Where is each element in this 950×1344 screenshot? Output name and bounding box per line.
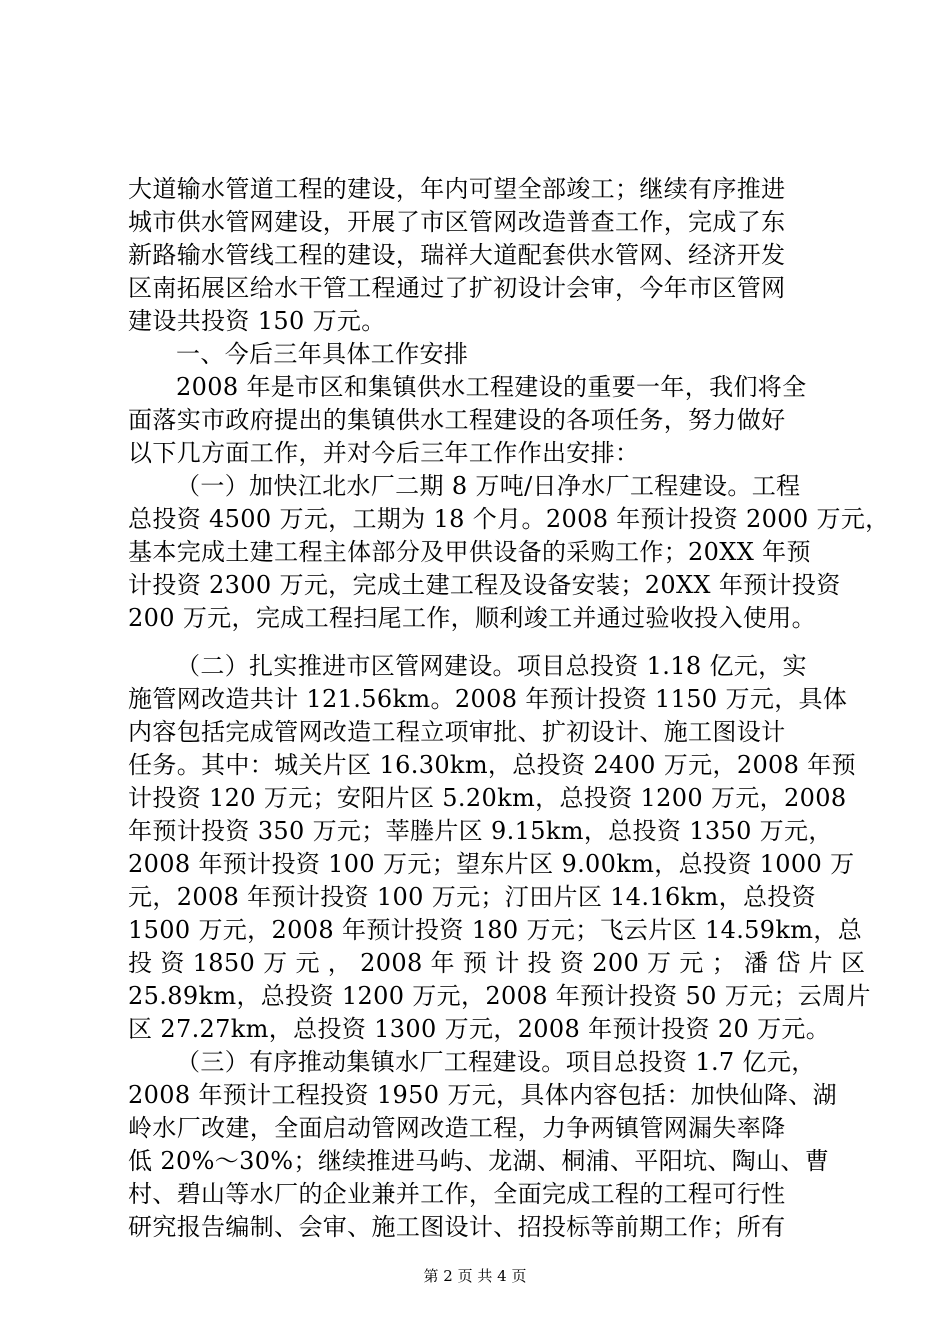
text-line: 2008 年预计工程投资 1950 万元，具体内容包括：加快仙降、湖 [128, 1081, 837, 1109]
text-line: 1500 万元，2008 年预计投资 180 万元；飞云片区 14.59km，总 [128, 916, 863, 944]
section-heading: 一、今后三年具体工作安排 [176, 340, 469, 368]
text-line: 基本完成土建工程主体部分及甲供设备的采购工作；20XX 年预 [128, 538, 811, 566]
text-line: 200 万元，完成工程扫尾工作，顺利竣工并通过验收投入使用。 [128, 604, 816, 632]
text-line: 新路输水管线工程的建设，瑞祥大道配套供水管网、经济开发 [128, 241, 786, 269]
text-line: 25.89km，总投资 1200 万元，2008 年预计投资 50 万元；云周片 [128, 982, 871, 1010]
text-line: 以下几方面工作，并对今后三年工作作出安排： [128, 439, 640, 467]
text-line: 2008 年预计投资 100 万元；望东片区 9.00km，总投资 1000 万 [128, 850, 855, 878]
text-line: （三）有序推动集镇水厂工程建设。项目总投资 1.7 亿元， [176, 1048, 816, 1076]
text-line: 总投资 4500 万元，工期为 18 个月。2008 年预计投资 2000 万元， [128, 505, 890, 533]
text-line: 岭水厂改建，全面启动管网改造工程，力争两镇管网漏失率降 [128, 1114, 786, 1142]
text-line: 区南拓展区给水干管工程通过了扩初设计会审，今年市区管网 [128, 274, 786, 302]
text-line: （二）扎实推进市区管网建设。项目总投资 1.18 亿元，实 [176, 652, 807, 680]
text-line: 建设共投资 150 万元。 [128, 307, 386, 335]
text-line: 计投资 2300 万元，完成土建工程及设备安装；20XX 年预计投资 [128, 571, 841, 599]
text-line: 城市供水管网建设，开展了市区管网改造普查工作，完成了东 [128, 208, 786, 236]
text-line: 大道输水管道工程的建设，年内可望全部竣工；继续有序推进 [128, 175, 786, 203]
text-line: 低 20%～30%；继续推进马屿、龙湖、桐浦、平阳坑、陶山、曹 [128, 1147, 830, 1175]
text-line: 内容包括完成管网改造工程立项审批、扩初设计、施工图设计 [128, 718, 786, 746]
text-line: （一）加快江北水厂二期 8 万吨/日净水厂工程建设。工程 [176, 472, 801, 500]
page-footer: 第 2 页 共 4 页 [423, 1267, 527, 1285]
text-line: 任务。其中：城关片区 16.30km，总投资 2400 万元，2008 年预 [128, 751, 856, 779]
text-line: 区 27.27km，总投资 1300 万元，2008 年预计投资 20 万元。 [128, 1015, 831, 1043]
text-line: 村、碧山等水厂的企业兼并工作，全面完成工程的工程可行性 [128, 1180, 786, 1208]
text-line: 年预计投资 350 万元；莘塍片区 9.15km，总投资 1350 万元， [128, 817, 833, 845]
text-line: 研究报告编制、会审、施工图设计、招投标等前期工作；所有 [128, 1213, 786, 1241]
text-line: 计投资 120 万元；安阳片区 5.20km，总投资 1200 万元，2008 [128, 784, 847, 812]
text-line: 2008 年是市区和集镇供水工程建设的重要一年，我们将全 [176, 373, 807, 401]
text-line: 施管网改造共计 121.56km。2008 年预计投资 1150 万元，具体 [128, 685, 848, 713]
text-line: 投 资 1850 万 元 ， 2008 年 预 计 投 资 200 万 元 ； 潘 岱 片 区 [128, 949, 866, 977]
text-line: 面落实市政府提出的集镇供水工程建设的各项任务，努力做好 [128, 406, 786, 434]
text-line: 元，2008 年预计投资 100 万元；汀田片区 14.16km，总投资 [128, 883, 817, 911]
